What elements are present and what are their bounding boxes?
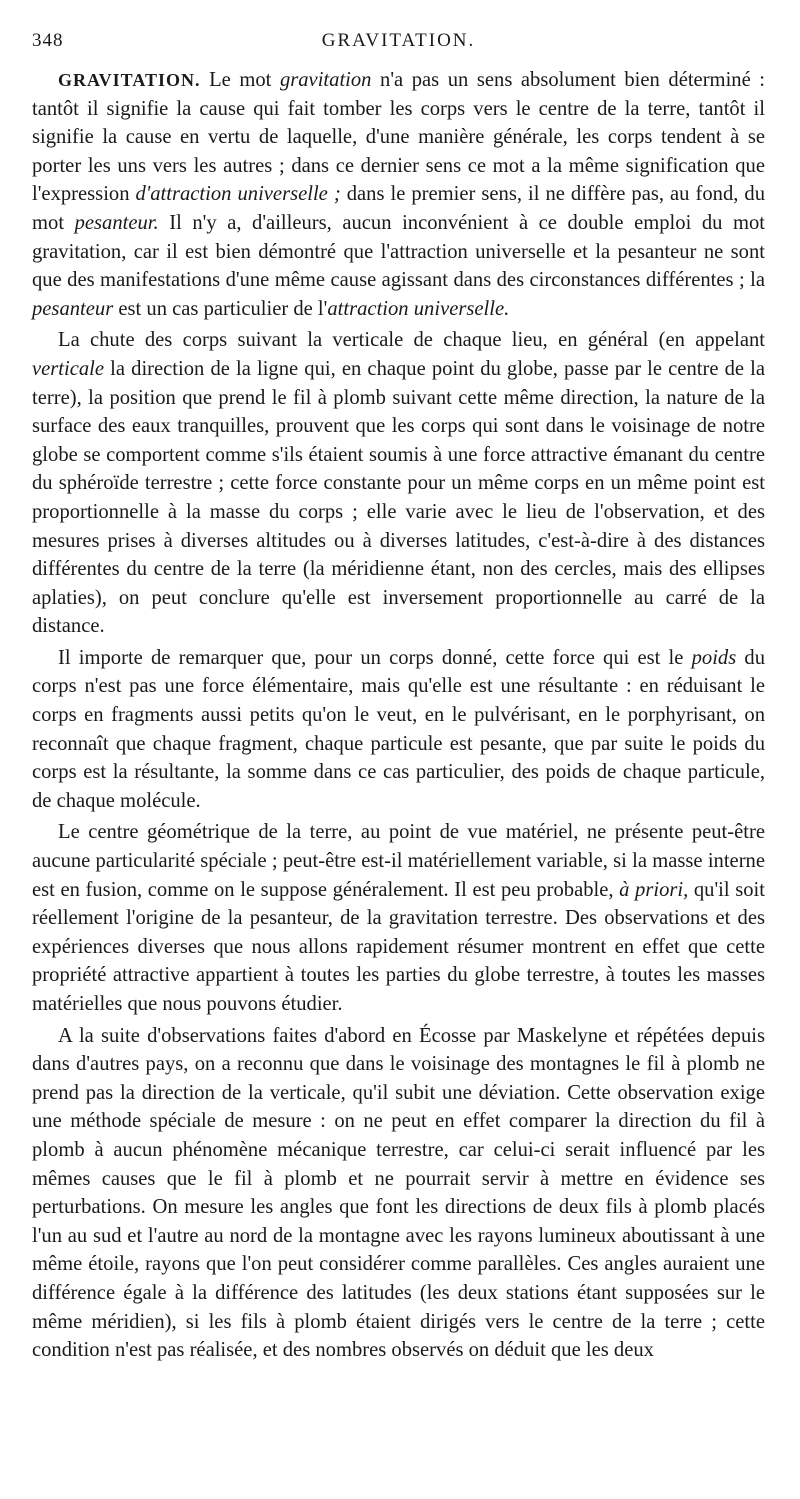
page-number: 348 — [32, 30, 64, 51]
text-run: A la suite d'observations faites d'abord en Écosse par Maskelyne et répétées depuis dans d'autres pays, on a reconnu que dans le voisinage des montagnes le fil à plomb ne prend pas la direction de la verticale, qu'il subit une déviation. Cette observation exige une méthode spéciale de mesure : on ne peut en effet comparer la direction du fil à plomb à aucun phénomène mécanique terrestre, car celui-ci serait influencé par les mêmes causes que le fil à plomb et ne pourrait servir à mettre en évidence ses perturbations. On mesure les angles que font les directions de deux fils à plomb placés l'un au sud et l'autre au nord de la montagne avec les rayons lumineux aboutissant à une même étoile, rayons que l'on peut considérer comme parallèles. Ces angles auraient une différence égale à la différence des latitudes (les deux stations étant supposées sur le même méridien), si les fils à plomb étaient dirigés vers le centre de la terre ; cette condition n'est pas réalisée, et des nombres observés on déduit que les deux — [32, 1024, 765, 1362]
text-run: La chute des corps suivant la verticale de chaque lieu, en général (en appelant — [58, 329, 765, 352]
article-body — [32, 66, 765, 1365]
italic-term: à priori, — [619, 878, 689, 901]
text-run: n'a pas un sens absolument bien déterminé : tantôt il signifie la cause qui fait tomber les corps vers le centre de la terre, tantôt il signifie la cause en vertu de laquelle, d'une manière générale, les corps tendent à se porter les uns vers les autres ; dans ce dernier sens ce mot a la même signification que l'expression — [32, 69, 766, 206]
italic-term: gravitation — [279, 69, 372, 91]
text-run: Le centre géométrique de la terre, au point de vue matériel, ne présente peut-être aucune particularité spéciale ; peut-être est-il matériellement variable, si la masse interne est en fusion, comme on le suppose généralement. Il est peu probable, — [32, 821, 765, 901]
running-title: GRAVITATION. — [321, 30, 476, 51]
scan-artifact — [50, 1462, 610, 1472]
italic-term: pesanteur — [32, 297, 114, 320]
paragraph — [32, 326, 765, 641]
paragraph — [32, 818, 765, 1018]
entry-headword: GRAVITATION. — [58, 70, 201, 90]
paragraph — [32, 1022, 765, 1365]
text-run: Il n'y a, d'ailleurs, aucun inconvénient à ce double emploi du mot gravitation, car il est bien démontré que l'attraction universelle et la pesanteur ne sont que des manifestations d'une même cause agissant dans des circonstances différentes ; la — [32, 211, 766, 292]
book-page — [32, 30, 765, 1368]
text-run: est un cas particulier de l' — [113, 297, 328, 320]
text-run: du corps n'est pas une force élémentaire, mais qu'elle est une résultante : en réduisant le corps en fragments aussi petits qu'on le veut, en le pulvérisant, en le porphyrisant, on reconnaît que chaque fragment, chaque particule est pesante, que par suite le poids du corps est la résultante, la somme dans ce cas particulier, des poids de chaque particule, de chaque molécule. — [32, 646, 765, 812]
italic-term: poids — [691, 646, 737, 669]
italic-term: pesanteur. — [74, 211, 159, 234]
running-head — [32, 30, 765, 60]
paragraph — [32, 644, 765, 816]
text-run: la direction de la ligne qui, en chaque point du globe, passe par le centre de la terre), la position que prend le fil à plomb suivant cette même direction, la nature de la surface des eaux tranquilles, prouvent que les corps qui sont dans le voisinage de notre globe se comportent comme s'ils étaient soumis à une force attractive émanant du centre du sphéroïde terrestre ; cette force constante pour un même corps en un même point est proportionnelle à la masse du corps ; elle varie avec le lieu de l'observation, et des mesures prises à diverses altitudes ou à diverses latitudes, c'est-à-dire à des distances différentes du centre de la terre (la méridienne étant, non des cercles, mais des ellipses aplaties), on peut conclure qu'elle est inversement proportionnelle au carré de la distance. — [32, 357, 765, 638]
italic-term: d'attraction universelle ; — [135, 183, 341, 206]
text-run: dans le premier sens, il ne diffère pas, au fond, du mot — [32, 183, 765, 234]
text-run: qu'il soit réellement l'origine de la pesanteur, de la gravitation terrestre. Des observations et des expériences diverses que nous allons rapidement résumer montrent en effet que cette propriété attractive appartient à toutes les parties du globe terrestre, à toutes les masses matérielles que nous pouvons étudier. — [32, 878, 765, 1015]
italic-term: attraction universelle. — [327, 297, 510, 320]
italic-term: verticale — [32, 357, 105, 380]
paragraph — [32, 66, 765, 323]
text-run: Il importe de remarquer que, pour un corps donné, cette force qui est le — [58, 646, 692, 669]
text-run: Le mot — [200, 69, 280, 91]
